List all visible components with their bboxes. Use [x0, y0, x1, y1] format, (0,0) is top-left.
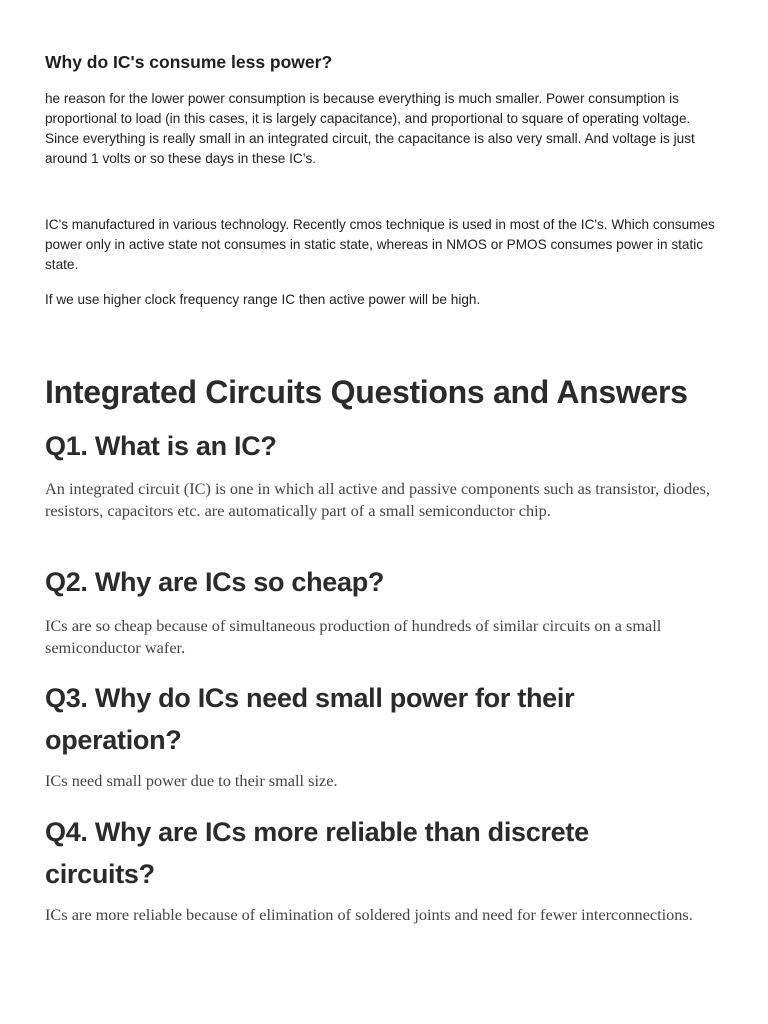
question-1: Q1. What is an IC? — [45, 431, 277, 461]
answer-3: ICs need small power due to their small size. — [45, 771, 338, 790]
question-4: Q4. Why are ICs more reliable than discrete circuits? — [45, 817, 589, 889]
question-3: Q3. Why do ICs need small power for their operation? — [45, 683, 575, 755]
question-2: Q2. Why are ICs so cheap? — [45, 567, 385, 597]
qa-section-title: Integrated Circuits Questions and Answers — [45, 374, 688, 410]
intro-heading: Why do IC's consume less power? — [45, 52, 333, 72]
intro-paragraph-1: he reason for the lower power consumption is because everything is much smaller. Power consumption is proportional to load (in this cases, it is largely capacitance), and proportional to square of operating voltage. Since everything is really small in an integrated circuit, the capacitance is also very small. And voltage is just around 1 volts or so these days in these IC’s. — [45, 91, 695, 166]
answer-1: An integrated circuit (IC) is one in which all active and passive components such as transistor, diodes, resistors, capacitors etc. are automatically part of a small semiconductor chip. — [45, 479, 710, 520]
intro-paragraph-3: If we use higher clock frequency range IC then active power will be high. — [45, 292, 481, 307]
answer-2: ICs are so cheap because of simultaneous production of hundreds of similar circuits on a small semiconductor wafer. — [45, 616, 662, 657]
answer-4: ICs are more reliable because of elimination of soldered joints and need for fewer interconnections. — [45, 905, 693, 924]
intro-paragraph-2: IC's manufactured in various technology. Recently cmos technique is used in most of the IC's. Which consumes power only in active state not consumes in static state, whereas in NMOS or PMOS consumes power in static state. — [45, 217, 715, 272]
